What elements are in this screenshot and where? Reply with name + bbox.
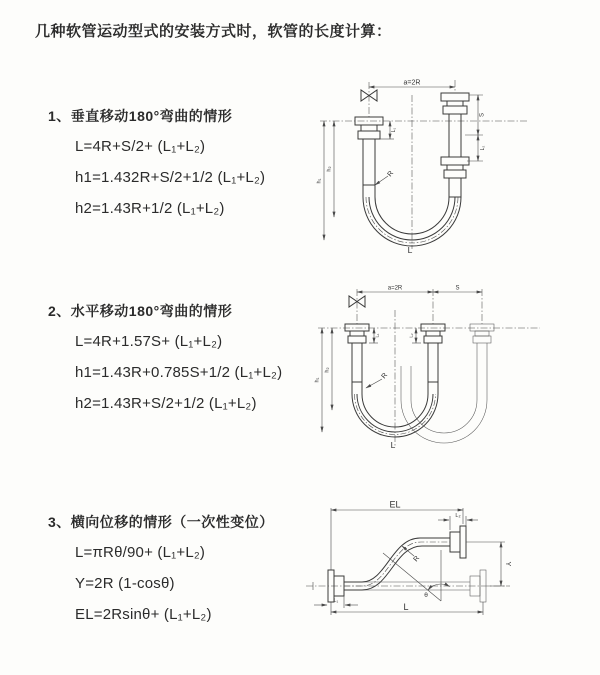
- centerlines: [320, 80, 528, 249]
- hose-moved-position-ghost: [401, 324, 494, 443]
- section-1-heading: 1、垂直移动180°弯曲的情形: [48, 108, 233, 124]
- dim-label-l1: L₁: [374, 333, 380, 338]
- diagram-horizontal-180-svg: [312, 282, 577, 450]
- dim-label-h1: h₁: [314, 377, 321, 383]
- section-vertical-180: [48, 106, 265, 219]
- formula-line: h1=1.43R+0.785S+1/2 (L₁+L₂): [75, 364, 283, 381]
- dim-label-l1: L₁: [333, 598, 339, 604]
- dimension-annotations: [314, 500, 511, 615]
- dim-label-width: a=2R: [387, 285, 403, 292]
- page-title: 几种软管运动型式的安装方式时，软管的长度计算：: [35, 23, 392, 40]
- formula-line: h1=1.432R+S/2+1/2 (L₁+L₂): [75, 169, 266, 186]
- length-label: L: [407, 245, 413, 255]
- section-horizontal-180: [48, 301, 282, 414]
- dim-label-width: a=2R: [403, 79, 421, 87]
- length-label: L: [390, 440, 396, 450]
- dim-label-s: S: [455, 285, 460, 292]
- dim-label-l2: L₂: [480, 145, 486, 151]
- diagram-vertical-180-svg: [310, 73, 575, 255]
- section-3-heading: 3、横向位移的情形（一次性变位）: [48, 514, 274, 530]
- dim-label-l2: L₂: [455, 513, 461, 519]
- formula-line: L=πRθ/90+ (L₁+L₂): [75, 544, 206, 561]
- dim-label-y: Y: [504, 561, 511, 567]
- dim-label-s: S: [479, 112, 486, 118]
- diagram-horizontal-180: [312, 282, 577, 450]
- dim-label-h2: h₂: [324, 367, 331, 373]
- radius-label: R: [412, 554, 422, 564]
- section-2-heading: 2、水平移动180°弯曲的情形: [48, 303, 233, 319]
- dim-label-l: L: [403, 602, 409, 612]
- diagram-lateral-displacement-svg: [298, 500, 598, 645]
- left-flange-assembly: [345, 324, 369, 394]
- section-lateral-displacement: [48, 512, 274, 625]
- right-flange-assembly: [441, 93, 469, 197]
- middle-flange-assembly: [421, 324, 445, 394]
- radius-label: R: [380, 371, 390, 381]
- formula-line: L=4R+S/2+ (L₁+L₂): [75, 138, 206, 155]
- dim-label-el: EL: [389, 500, 401, 510]
- dim-label-l1: L₁: [391, 127, 397, 133]
- upper-flange-assembly: [450, 526, 466, 558]
- dim-label-h1: h₁: [316, 178, 323, 184]
- formula-line: L=4R+1.57S+ (L₁+L₂): [75, 333, 223, 350]
- formula-line: Y=2R (1-cosθ): [75, 575, 175, 592]
- radius-label: R: [386, 169, 396, 179]
- left-flange-assembly: [355, 117, 383, 197]
- dimension-annotations: [315, 286, 483, 451]
- formula-line: h2=1.43R+S/2+1/2 (L₁+L₂): [75, 395, 257, 412]
- dim-label-h2: h₂: [326, 166, 333, 172]
- diagram-lateral-displacement: [298, 500, 598, 645]
- formula-line: h2=1.43R+1/2 (L₁+L₂): [75, 200, 225, 217]
- formula-line: EL=2Rsinθ+ (L₁+L₂): [75, 606, 212, 623]
- diagram-vertical-180: [310, 73, 575, 255]
- angle-label: θ: [424, 592, 428, 599]
- dim-label-l2: L₂: [408, 333, 414, 338]
- centerlines: [306, 582, 510, 590]
- centerlines: [318, 289, 540, 446]
